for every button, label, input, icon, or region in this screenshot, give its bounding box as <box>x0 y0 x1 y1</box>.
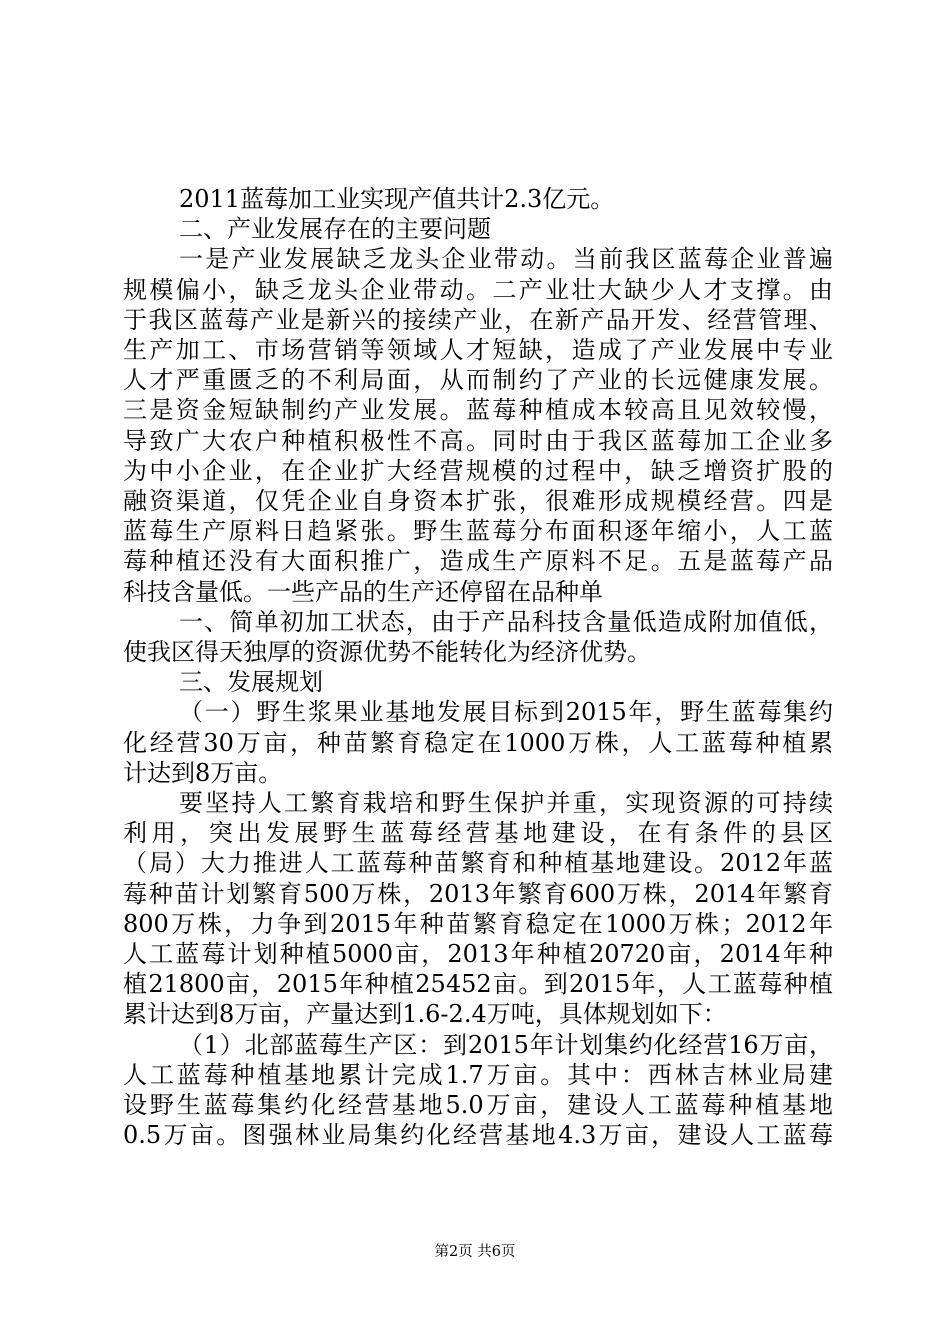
page-footer: 第2页 共6页 <box>434 1244 516 1260</box>
text-line: 规模偏小，缺乏龙头企业带动。二产业壮大缺少人才支撑。由 <box>123 275 833 304</box>
text-line: 于我区蓝莓产业是新兴的接续产业，在新产品开发、经营管理、 <box>123 305 833 334</box>
text-line: 融资渠道，仅凭企业自身资本扩张，很难形成规模经营。四是 <box>123 487 833 516</box>
text-line: 莓种植还没有大面积推广，造成生产原料不足。五是蓝莓产品 <box>123 547 833 576</box>
text-line: （1）北部蓝莓生产区：到2015年计划集约化经营16万亩， <box>179 1030 833 1059</box>
text-line: 2011蓝莓加工业实现产值共计2.3亿元。 <box>179 185 615 213</box>
text-line: 二、产业发展存在的主要问题 <box>179 215 491 244</box>
text-line: 要坚持人工繁育栽培和野生保护并重，实现资源的可持续 <box>179 789 833 818</box>
text-line: 0.5万亩。图强林业局集约化经营基地4.3万亩，建设人工蓝莓 <box>123 1121 833 1150</box>
text-line: 利用，突出发展野生蓝莓经营基地建设，在有条件的县区 <box>123 819 833 848</box>
text-line: 化经营30万亩，种苗繁育稳定在1000万株，人工蓝莓种植累 <box>123 728 833 757</box>
text-line: （局）大力推进人工蓝莓种苗繁育和种植基地建设。2012年蓝 <box>123 849 833 878</box>
text-line: 蓝莓生产原料日趋紧张。野生蓝莓分布面积逐年缩小，人工蓝 <box>123 517 833 546</box>
text-line: 三是资金短缺制约产业发展。蓝莓种植成本较高且见效较慢， <box>123 396 833 425</box>
text-line: 三、发展规划 <box>179 668 323 697</box>
body-text <box>123 184 833 1151</box>
text-line: 计达到8万亩。 <box>123 758 283 787</box>
text-line: 累计达到8万亩，产量达到1.6-2.4万吨，具体规划如下： <box>123 1000 727 1029</box>
text-line: 莓种苗计划繁育500万株，2013年繁育600万株，2014年繁育 <box>123 879 833 908</box>
text-line: （一）野生浆果业基地发展目标到2015年，野生蓝莓集约 <box>179 698 833 727</box>
text-line: 生产加工、市场营销等领域人才短缺，造成了产业发展中专业 <box>123 336 833 365</box>
text-line: 植21800亩，2015年种植25452亩。到2015年，人工蓝莓种植 <box>123 970 833 999</box>
text-line: 使我区得天独厚的资源优势不能转化为经济优势。 <box>123 638 651 667</box>
text-line: 为中小企业，在企业扩大经营规模的过程中，缺乏增资扩股的 <box>123 456 833 485</box>
text-line: 人工蓝莓计划种植5000亩，2013年种植20720亩，2014年种 <box>123 940 833 969</box>
text-line: 科技含量低。一些产品的生产还停留在品种单 <box>123 577 603 606</box>
text-line: 800万株，力争到2015年种苗繁育稳定在1000万株；2012年 <box>123 909 833 938</box>
text-line: 设野生蓝莓集约化经营基地5.0万亩，建设人工蓝莓种植基地 <box>123 1091 833 1120</box>
text-line: 一、简单初加工状态，由于产品科技含量低造成附加值低， <box>179 607 833 636</box>
text-line: 人才严重匮乏的不利局面，从而制约了产业的长远健康发展。 <box>123 366 833 395</box>
text-line: 人工蓝莓种植基地累计完成1.7万亩。其中：西林吉林业局建 <box>123 1060 833 1089</box>
text-line: 导致广大农户种植积极性不高。同时由于我区蓝莓加工企业多 <box>123 426 833 455</box>
text-line: 一是产业发展缺乏龙头企业带动。当前我区蓝莓企业普遍 <box>179 245 833 274</box>
